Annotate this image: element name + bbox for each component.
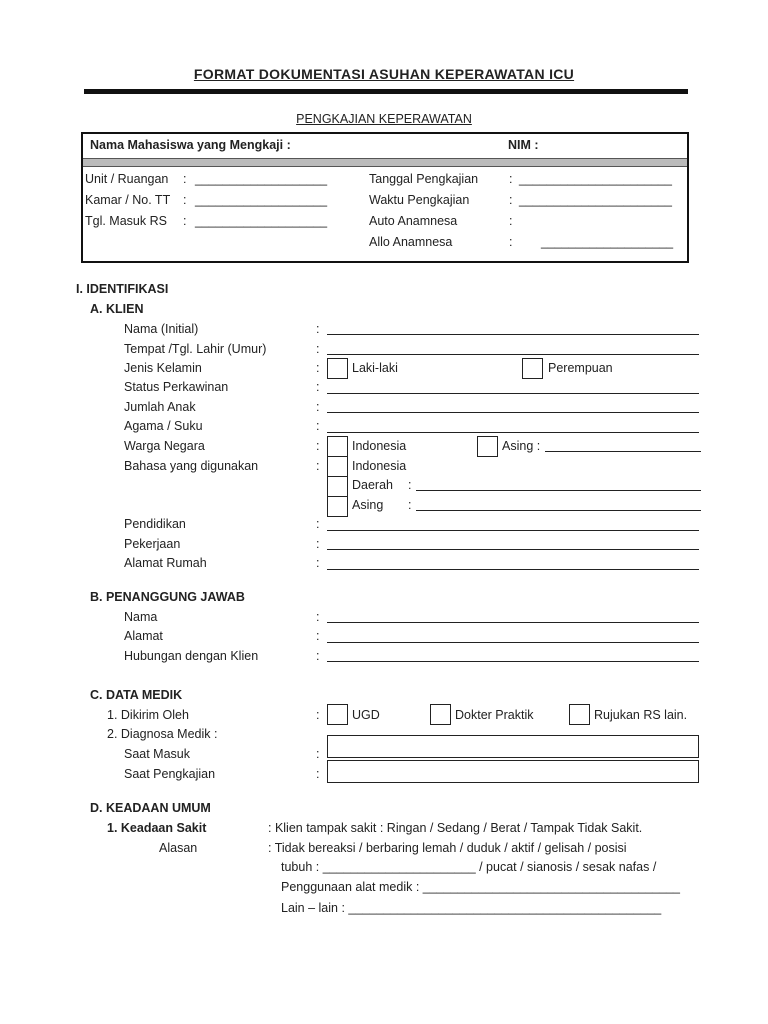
alasan-line-2: tubuh : ______________________ / pucat / sianosis / sesak nafas /: [281, 860, 657, 874]
bahasa-daerah-label: Daerah: [352, 478, 393, 492]
diagnosa-medik-label: 2. Diagnosa Medik :: [107, 727, 218, 741]
bahasa-indonesia-label: Indonesia: [352, 459, 407, 473]
alamat-rumah-label: Alamat Rumah: [124, 556, 207, 570]
bahasa-indonesia-checkbox[interactable]: [327, 456, 348, 477]
bahasa-daerah-checkbox[interactable]: [327, 476, 348, 497]
colon: :: [316, 361, 320, 375]
keadaan-sakit-label: 1. Keadaan Sakit: [107, 821, 207, 835]
data-medik-heading: C. DATA MEDIK: [90, 688, 183, 702]
alasan-label: Alasan: [159, 841, 198, 855]
kamar-label: Kamar / No. TT: [85, 193, 171, 207]
colon: :: [509, 172, 513, 186]
unit-ruangan-label: Unit / Ruangan: [85, 172, 169, 186]
saat-masuk-field[interactable]: [327, 735, 699, 758]
dokter-praktik-checkbox[interactable]: [430, 704, 451, 725]
laki-laki-checkbox[interactable]: [327, 358, 348, 379]
saat-pengkajian-label: Saat Pengkajian: [124, 767, 216, 781]
header-divider: [83, 158, 687, 167]
alamat-rumah-line[interactable]: [327, 569, 699, 570]
tanggal-pengkajian-label: Tanggal Pengkajian: [369, 172, 479, 186]
status-perkawinan-label: Status Perkawinan: [124, 380, 229, 394]
colon: :: [316, 322, 320, 336]
warga-asing-checkbox[interactable]: [477, 436, 498, 457]
allo-anamnesa-label: Allo Anamnesa: [369, 235, 453, 249]
colon: :: [316, 767, 320, 781]
tanggal-pengkajian-blank[interactable]: ______________________: [519, 172, 672, 186]
colon: :: [316, 649, 320, 663]
colon: :: [316, 747, 320, 761]
colon: :: [316, 459, 320, 473]
alasan-line-4: Lain – lain : _____________________________________________: [281, 901, 662, 915]
dikirim-oleh-label: 1. Dikirim Oleh: [107, 708, 189, 722]
penanggung-heading: B. PENANGGUNG JAWAB: [90, 590, 245, 604]
colon: :: [183, 172, 187, 186]
perempuan-checkbox[interactable]: [522, 358, 543, 379]
colon: :: [408, 478, 412, 492]
pekerjaan-line[interactable]: [327, 549, 699, 550]
pj-hubungan-label: Hubungan dengan Klien: [124, 649, 259, 663]
keadaan-umum-heading: D. KEADAAN UMUM: [90, 801, 211, 815]
klien-heading: A. KLIEN: [90, 302, 144, 316]
tempat-lahir-line[interactable]: [327, 354, 699, 355]
ugd-label: UGD: [352, 708, 380, 722]
auto-anamnesa-label: Auto Anamnesa: [369, 214, 458, 228]
identifikasi-heading: I. IDENTIFIKASI: [76, 282, 169, 296]
warga-asing-line[interactable]: [545, 451, 701, 452]
title-rule: [84, 89, 688, 94]
jumlah-anak-label: Jumlah Anak: [124, 400, 196, 414]
colon: :: [509, 235, 513, 249]
allo-anamnesa-blank[interactable]: ___________________: [541, 235, 674, 249]
bahasa-daerah-line[interactable]: [416, 490, 701, 491]
pendidikan-line[interactable]: [327, 530, 699, 531]
document-title: FORMAT DOKUMENTASI ASUHAN KEPERAWATAN ICU: [193, 66, 575, 82]
colon: :: [316, 419, 320, 433]
waktu-pengkajian-blank[interactable]: ______________________: [519, 193, 672, 207]
tempat-lahir-label: Tempat /Tgl. Lahir (Umur): [124, 342, 267, 356]
status-perkawinan-line[interactable]: [327, 393, 699, 394]
colon: :: [183, 214, 187, 228]
jenis-kelamin-label: Jenis Kelamin: [124, 361, 202, 375]
waktu-pengkajian-label: Waktu Pengkajian: [369, 193, 470, 207]
bahasa-asing-label: Asing: [352, 498, 384, 512]
warga-indonesia-label: Indonesia: [352, 439, 407, 453]
saat-pengkajian-field[interactable]: [327, 760, 699, 783]
pekerjaan-label: Pekerjaan: [124, 537, 181, 551]
pj-alamat-line[interactable]: [327, 642, 699, 643]
colon: :: [509, 214, 513, 228]
colon: :: [316, 380, 320, 394]
unit-ruangan-blank[interactable]: ___________________: [195, 172, 328, 186]
colon: :: [316, 400, 320, 414]
colon: :: [316, 708, 320, 722]
tgl-masuk-label: Tgl. Masuk RS: [85, 214, 167, 228]
perempuan-label: Perempuan: [548, 361, 613, 375]
section-subtitle: PENGKAJIAN KEPERAWATAN: [296, 112, 472, 126]
colon: :: [316, 517, 320, 531]
tgl-masuk-blank[interactable]: ___________________: [195, 214, 328, 228]
colon: :: [408, 498, 412, 512]
pj-alamat-label: Alamat: [124, 629, 163, 643]
warga-asing-label: Asing :: [502, 439, 541, 453]
agama-suku-line[interactable]: [327, 432, 699, 433]
pj-nama-label: Nama: [124, 610, 158, 624]
nama-initial-label: Nama (Initial): [124, 322, 199, 336]
bahasa-asing-line[interactable]: [416, 510, 701, 511]
rujukan-label: Rujukan RS lain.: [594, 708, 688, 722]
pj-nama-line[interactable]: [327, 622, 699, 623]
pendidikan-label: Pendidikan: [124, 517, 186, 531]
bahasa-asing-checkbox[interactable]: [327, 496, 348, 517]
warga-indonesia-checkbox[interactable]: [327, 436, 348, 457]
alasan-line-3: Penggunaan alat medik : _____________________________________: [281, 880, 680, 894]
colon: :: [509, 193, 513, 207]
colon: :: [316, 556, 320, 570]
agama-suku-label: Agama / Suku: [124, 419, 203, 433]
keadaan-sakit-value: : Klien tampak sakit : Ringan / Sedang / Berat / Tampak Tidak Sakit.: [268, 821, 643, 835]
pj-hubungan-line[interactable]: [327, 661, 699, 662]
nim-label: NIM :: [508, 138, 539, 152]
colon: :: [316, 439, 320, 453]
ugd-checkbox[interactable]: [327, 704, 348, 725]
warga-negara-label: Warga Negara: [124, 439, 205, 453]
colon: :: [183, 193, 187, 207]
dokter-praktik-label: Dokter Praktik: [455, 708, 534, 722]
bahasa-label: Bahasa yang digunakan: [124, 459, 259, 473]
colon: :: [316, 342, 320, 356]
alasan-line-1: : Tidak bereaksi / berbaring lemah / duduk / aktif / gelisah / posisi: [268, 841, 627, 855]
colon: :: [316, 537, 320, 551]
rujukan-checkbox[interactable]: [569, 704, 590, 725]
student-name-label: Nama Mahasiswa yang Mengkaji :: [90, 138, 291, 152]
colon: :: [316, 610, 320, 624]
colon: :: [316, 629, 320, 643]
jumlah-anak-line[interactable]: [327, 412, 699, 413]
kamar-blank[interactable]: ___________________: [195, 193, 328, 207]
laki-laki-label: Laki-laki: [352, 361, 398, 375]
nama-initial-line[interactable]: [327, 334, 699, 335]
saat-masuk-label: Saat Masuk: [124, 747, 191, 761]
